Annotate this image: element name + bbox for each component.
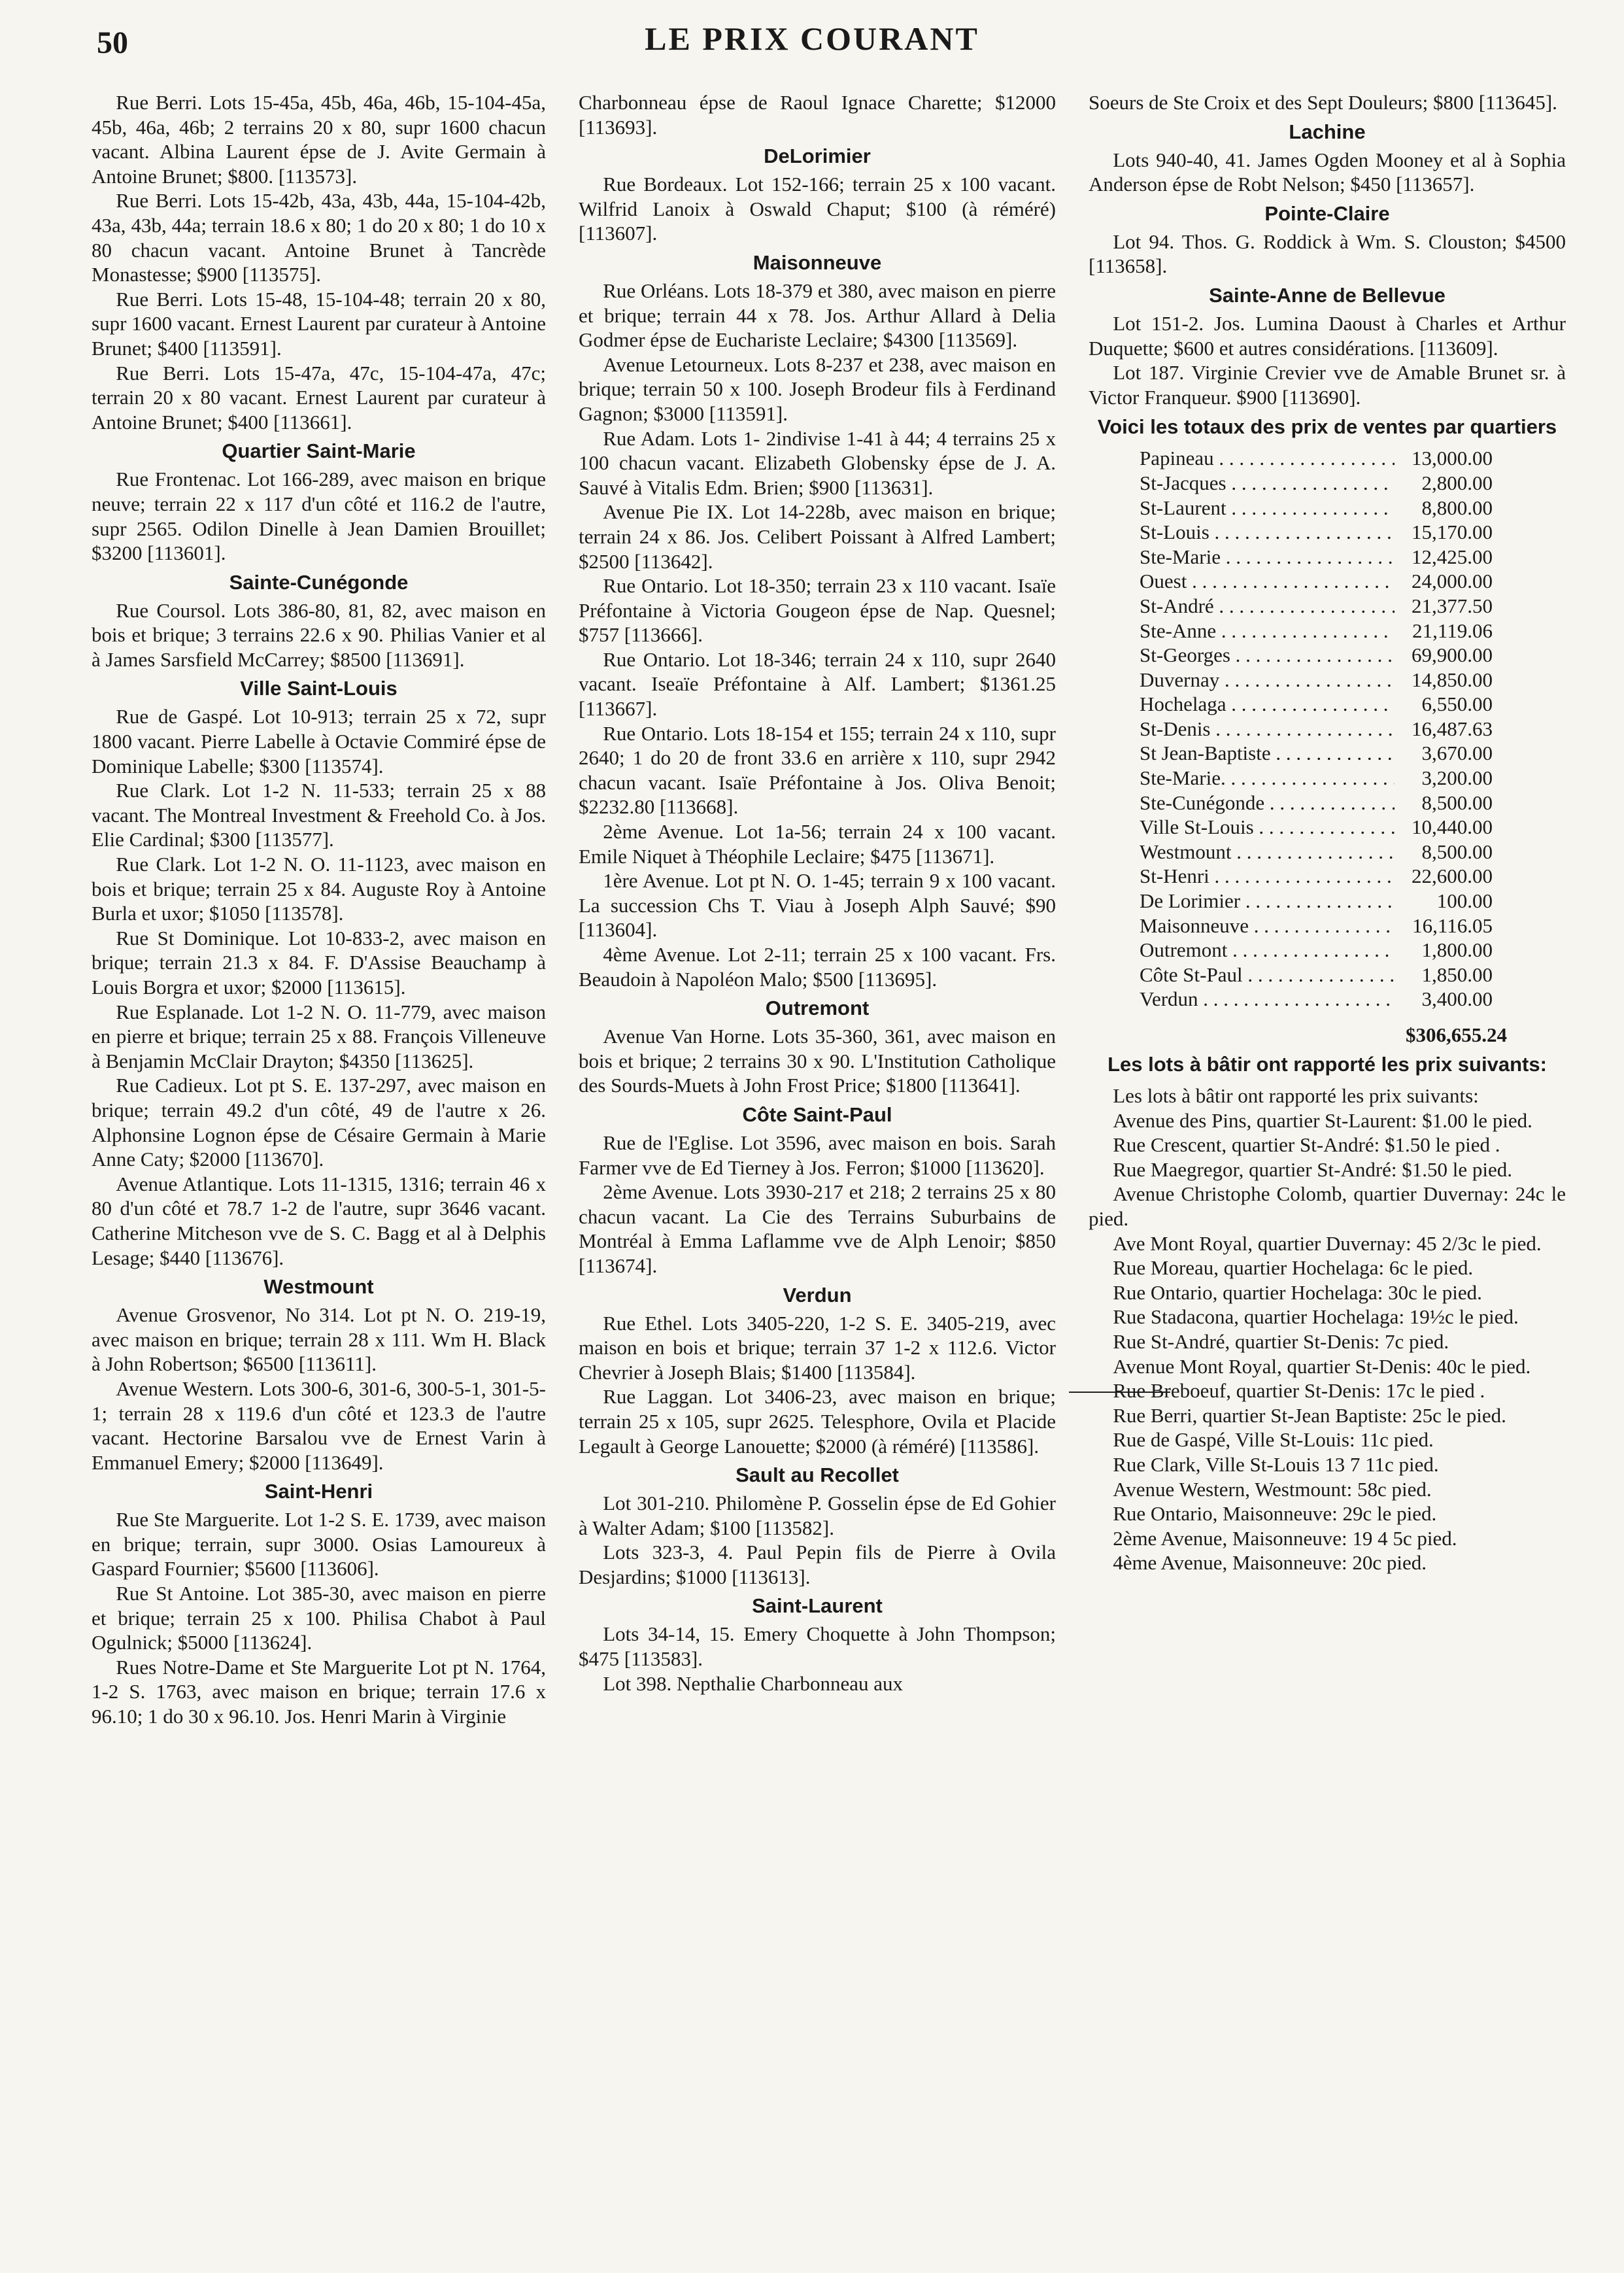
sale-entry: Rue Crescent, quartier St-André: $1.50 le pied . (1113, 1133, 1500, 1157)
sale-entry: Rue Orléans. Lots 18-379 et 380, avec maison en pierre et brique; terrain 44 x 78. Jos. Arthur Allard à Delia Godmer épse de Eucharistе Leclaire; $4300 [113569]. (579, 279, 1056, 352)
district-total: 69,900.00 (1412, 643, 1493, 667)
sale-entry: Lots 34-14, 15. Emery Choquette à John Thompson; $475 [113583]. (579, 1622, 1056, 1671)
sale-entry: Avenue Western, Westmount: 58c pied. (1113, 1477, 1432, 1501)
totals-row (1140, 692, 1493, 717)
totals-row (1140, 471, 1493, 496)
sale-entry: 4ème Avenue. Lot 2-11; terrain 25 x 100 vacant. Frs. Beaudoin à Napoléon Malo; $500 [113695]. (579, 943, 1056, 991)
section-heading: Voici les totaux des prix de ventes par quartiers (1097, 415, 1557, 439)
sale-entry: Les lots à bâtir ont rapporté les prix suivants: (1113, 1084, 1479, 1107)
sale-entry: Rue Ontario. Lot 18-346; terrain 24 x 110, supr 2640 vacant. Iseaïe Préfontaine à Alf. Lambert; $1361.25 [113667]. (579, 647, 1056, 721)
totals-row (1140, 987, 1493, 1012)
sale-entry: 1ère Avenue. Lot pt N. O. 1-45; terrain 9 x 100 vacant. La succession Chs T. Viau à Joseph Alph Sauvé; $90 [113604]. (579, 869, 1056, 942)
totals-row (1140, 619, 1493, 643)
totals-row (1140, 594, 1493, 619)
totals-row (1140, 914, 1493, 938)
sale-entry: Rue Ontario. Lots 18-154 et 155; terrain 24 x 110, supr 2640; 1 do 20 de front 33.6 en arrière x 110, supr 2942 chacun vacant. Isaïe Préfontaine à Jos. Oliva Benoit; $2232.80 [113668]. (579, 721, 1056, 819)
district-total: 22,600.00 (1412, 864, 1493, 888)
district-name: Papineau . . . (1140, 446, 1395, 471)
sale-entry: Avenue Grosvenor, No 314. Lot pt N. O. 219-19, avec maison en brique; terrain 28 x 111. Wm H. Black à John Robertson; $6500 [113611]. (92, 1303, 546, 1376)
section-heading: Sainte-Cunégonde (229, 570, 409, 594)
district-name: Côte St-Paul . . . (1140, 963, 1395, 987)
district-total: 16,116.05 (1412, 914, 1493, 937)
totals-row (1140, 569, 1493, 594)
district-total: 3,200.00 (1421, 766, 1493, 790)
district-name: Duvernay . . . (1140, 668, 1395, 692)
sale-entry: Rue Berri, quartier St-Jean Baptiste: 25c le pied. (1113, 1403, 1506, 1427)
section-heading: Saint-Laurent (752, 1594, 883, 1618)
district-total: 6,550.00 (1421, 692, 1493, 716)
sale-entry: Rue Laggan. Lot 3406-23, avec maison en brique; terrain 25 x 105, supr 2625. Telesphore, Ovila et Placide Legault à George Lanouette; $2000 (à réméré) [113586]. (579, 1385, 1056, 1458)
sale-entry: Rue Ethel. Lots 3405-220, 1-2 S. E. 3405-219, avec maison en bois et brique; terrain 37 1-2 x 112.6. Victor Chevrier à Joseph Blais; $1400 [113584]. (579, 1311, 1056, 1384)
district-name: Ville St-Louis . . . (1140, 815, 1395, 840)
sale-entry: Lot 301-210. Philomène P. Gosselin épse de Ed Gohier à Walter Adam; $100 [113582]. (579, 1492, 1056, 1539)
district-total: 21,377.50 (1412, 594, 1493, 617)
sale-entry: Rue Clark. Lot 1-2 N. 11-533; terrain 25 x 88 vacant. The Montreal Investment & Freehold Co. à Jos. Elie Cardinal; $300 [113577]. (92, 779, 546, 851)
totals-row (1140, 668, 1493, 692)
district-name: Hochelaga . . . (1140, 692, 1395, 717)
section-heading: Verdun (783, 1283, 852, 1307)
sale-entry: Rue Adam. Lots 1- 2indivise 1-41 à 44; 4 terrains 25 x 100 chacun vacant. Elizabeth Globensky épse de J. A. Sauvé à Vitalis Edm. Brien; $900 [113631]. (579, 426, 1056, 499)
district-name: Maisonneuve . . . (1140, 914, 1395, 938)
section-heading: Lachine (1289, 120, 1366, 143)
sale-entry: Rue Berri. Lots 15-48, 15-104-48; terrain 20 x 80, supr 1600 vacant. Ernest Laurent par curateur à Antoine Brunet; $400 [113591]. (92, 287, 546, 360)
section-heading: Sainte-Anne de Bellevue (1209, 283, 1446, 307)
totals-row (1140, 446, 1493, 471)
district-name: St-Jacques . . . (1140, 471, 1395, 496)
column-2 (579, 90, 1056, 1696)
district-total: 21,119.06 (1412, 619, 1493, 642)
district-name: Ste-Marie. . . . (1140, 766, 1395, 791)
totals-row (1140, 643, 1493, 668)
district-name: St-Louis . . . (1140, 520, 1395, 545)
sale-entry: Rue de Gaspé. Lot 10-913; terrain 25 x 72, supr 1800 vacant. Pierre Labelle à Octavie Commiré épse de Dominique Labelle; $300 [113574]. (92, 705, 546, 778)
sale-entry: Rue Clark. Lot 1-2 N. O. 11-1123, avec maison en bois et brique; terrain 25 x 84. Auguste Roy à Antoine Burla et uxor; $1050 [113578]. (92, 853, 546, 925)
totals-row (1140, 938, 1493, 963)
section-heading: Quartier Saint-Marie (222, 439, 416, 463)
district-total: 1,800.00 (1421, 938, 1493, 962)
district-total: 3,670.00 (1421, 742, 1493, 765)
district-name: St-Laurent . . . (1140, 496, 1395, 521)
sale-entry: Rue St Antoine. Lot 385-30, avec maison en pierre et brique; terrain 25 x 100. Philisa Chabot à Paul Ogulnick; $5000 [113624]. (92, 1582, 546, 1654)
column-3 (1089, 90, 1566, 1575)
district-name: St-Henri . . . (1140, 864, 1395, 889)
sale-entry: Rue Berri. Lots 15-47a, 47c, 15-104-47a, 47c; terrain 20 x 80 vacant. Ernest Laurent par curateur à Antoine Brunet; $400 [113661]. (92, 361, 546, 434)
sale-entry: Rue Stadacona, quartier Hochelaga: 19½c le pied. (1113, 1305, 1519, 1329)
district-name: Ste-Anne . . . (1140, 619, 1395, 643)
sale-entry: Rue Bordeaux. Lot 152-166; terrain 25 x 100 vacant. Wilfrid Lanoix à Oswald Chaput; $100 (à réméré) [113607]. (579, 173, 1056, 245)
section-heading: DeLorimier (764, 145, 871, 168)
section-heading: Côte Saint-Paul (742, 1102, 892, 1126)
sale-entry: Lot 151-2. Jos. Lumina Daoust à Charles et Arthur Duquette; $600 et autres considérations. [113609]. (1089, 311, 1566, 360)
sale-entry: Rue Berri. Lots 15-45a, 45b, 46a, 46b, 15-104-45a, 45b, 46a, 46b; 2 terrains 20 x 80, supr 1600 chacun vacant. Albina Laurent épse de J. Avite Germain à Antoine Brunet; $800. [113573]. (92, 91, 546, 188)
sale-entry: Avenue Letourneux. Lots 8-237 et 238, avec maison en brique; terrain 50 x 100. Joseph Brodeur fils à Ferdinand Gagnon; $3000 [113591]. (579, 352, 1056, 425)
section-heading: Les lots à bâtir ont rapporté les prix suivants: (1108, 1053, 1547, 1076)
sale-entry: Avenue Atlantique. Lots 11-1315, 1316; terrain 46 x 80 d'un côté et 78.7 1-2 de l'autre, supr 3646 vacant. Catherine Mitcheson vve de S. C. Bagg et al à Delphis Lesage; $440 [113676]. (92, 1172, 546, 1269)
sale-entry: Rue Ontario, Maisonneuve: 29c le pied. (1113, 1502, 1437, 1526)
totals-table (1140, 446, 1493, 1012)
section-heading: Maisonneuve (753, 250, 882, 274)
district-name: St-André . . . (1140, 594, 1395, 619)
sale-entry: Avenue Mont Royal, quartier St-Denis: 40c le pied. (1113, 1354, 1531, 1378)
district-total: 10,440.00 (1412, 815, 1493, 839)
district-total: 8,500.00 (1421, 840, 1493, 863)
district-total: 8,800.00 (1421, 496, 1493, 519)
totals-row (1140, 496, 1493, 521)
sale-entry: 2ème Avenue. Lot 1a-56; terrain 24 x 100 vacant. Emile Niquet à Théophile Leclaire; $475 [113671]. (579, 820, 1056, 868)
sale-entry: Avenue Van Horne. Lots 35-360, 361, avec maison en bois et brique; 2 terrains 30 x 90. L'Institution Catholique des Sourds-Muets à John Frost Price; $1800 [113641]. (579, 1025, 1056, 1097)
sale-entry: Rue Ste Marguerite. Lot 1-2 S. E. 1739, avec maison en brique; terrain, supr 3000. Osias Lamoureux à Gaspard Fournier; $5600 [113606]. (92, 1508, 546, 1581)
section-heading: Saint-Henri (264, 1480, 373, 1503)
district-total: 1,850.00 (1421, 963, 1493, 986)
district-name: St-Georges . . . (1140, 643, 1395, 668)
sale-entry: Rue Berri. Lots 15-42b, 43a, 43b, 44a, 15-104-42b, 43a, 43b, 44a; terrain 18.6 x 80; 1 do 20 x 80; 1 do 10 x 80 chacun vacant. Antoine Brunet à Tancrède Monastesse; $900 [113575]. (92, 189, 546, 286)
sale-entry: Rue Cadieux. Lot pt S. E. 137-297, avec maison en brique; terrain 49.2 d'un côté, 49 de l'autre x 26. Alphonsine Lognon épse de Césaire Germain à Marie Anne Caty; $2000 [113670]. (92, 1074, 546, 1171)
district-total: 24,000.00 (1412, 570, 1493, 593)
sale-entry: Soeurs de Ste Croix et des Sept Douleurs; $800 [113645]. (1089, 91, 1557, 114)
sale-entry: Rue de Gaspé, Ville St-Louis: 11c pied. (1113, 1428, 1434, 1452)
section-heading: Ville Saint-Louis (240, 677, 398, 700)
sale-entry: Avenue des Pins, quartier St-Laurent: $1.00 le pied. (1113, 1108, 1532, 1132)
sale-entry: Rue Ontario, quartier Hochelaga: 30c le pied. (1113, 1280, 1482, 1304)
district-name: Outremont . . . (1140, 938, 1395, 963)
totals-row (1140, 864, 1493, 889)
totals-row (1140, 520, 1493, 545)
totals-row (1140, 766, 1493, 791)
district-total: 3,400.00 (1421, 987, 1493, 1011)
district-total: 8,500.00 (1421, 791, 1493, 814)
sale-entry: Rue Moreau, quartier Hochelaga: 6c le pied. (1113, 1256, 1474, 1280)
section-heading: Sault au Recollet (736, 1463, 899, 1487)
sale-entry: 2ème Avenue. Lots 3930-217 et 218; 2 terrains 25 x 80 chacun vacant. La Cie des Terrains Suburbains de Montréal à Emma Laflamme vve de Alph Lenoir; $850 [113674]. (579, 1180, 1056, 1277)
totals-row (1140, 717, 1493, 742)
district-name: St-Denis . . . (1140, 717, 1395, 742)
sale-entry: Rue Coursol. Lots 386-80, 81, 82, avec maison en bois et brique; 3 terrains 22.6 x 90. Philias Vanier et al à James Sarsfield McCarrey; $8500 [113691]. (92, 598, 546, 671)
totals-row (1140, 791, 1493, 815)
sale-entry: Lot 187. Virginie Crevier vve de Amable Brunet sr. à Victor Franqueur. $900 [113690]. (1089, 361, 1566, 409)
sale-entry: Lots 323-3, 4. Paul Pepin fils de Pierre à Ovila Desjardins; $1000 [113613]. (579, 1541, 1056, 1588)
sale-entry: 2ème Avenue, Maisonneuve: 19 4 5c pied. (1113, 1526, 1457, 1550)
district-name: De Lorimier . . . (1140, 889, 1395, 914)
sale-entry: Rue de l'Eglise. Lot 3596, avec maison en bois. Sarah Farmer vve de Ed Tierney à Jos. Ferron; $1000 [113620]. (579, 1131, 1056, 1179)
sale-entry: Avenue Western. Lots 300-6, 301-6, 300-5-1, 301-5-1; terrain 28 x 119.6 d'un côté et 123.3 de l'autre vacant. Hectorine Barsalou vve de Ernest Varin à Emmanuel Emery; $2000 [113649]. (92, 1376, 546, 1474)
district-total: 15,170.00 (1412, 521, 1493, 544)
totals-row (1140, 741, 1493, 766)
totals-row (1140, 840, 1493, 864)
district-name: Ste-Marie . . . (1140, 545, 1395, 570)
sale-entry: Rue Maegregor, quartier St-André: $1.50 le pied. (1113, 1157, 1513, 1181)
district-total: 16,487.63 (1412, 717, 1493, 740)
sale-entry: Rues Notre-Dame et Ste Marguerite Lot pt N. 1764, 1-2 S. 1763, avec maison en brique; terrain 17.6 x 96.10; 1 do 30 x 96.10. Jos. Henri Marin à Virginie (92, 1655, 546, 1728)
sale-entry: Rue Esplanade. Lot 1-2 N. O. 11-779, avec maison en pierre et brique; terrain 25 x 88. François Villeneuve à Benjamin McClair Drayton; $4350 [113625]. (92, 1000, 546, 1072)
sale-entry: Lot 94. Thos. G. Roddick à Wm. S. Clouston; $4500 [113658]. (1089, 230, 1566, 278)
district-name: Westmount . . . (1140, 840, 1395, 864)
sale-entry: Rue Ontario. Lot 18-350; terrain 23 x 110 vacant. Isaïe Préfontaine à Victoria Gougeon épse de Nap. Quesnel; $757 [113666]. (579, 574, 1056, 647)
sale-entry: Lot 398. Nepthalie Charbonneau aux (603, 1671, 904, 1695)
sale-entry: Charbonneau épse de Raoul Ignace Charette; $12000 [113693]. (579, 91, 1056, 139)
totals-row (1140, 815, 1493, 840)
running-title: LE PRIX COURANT (645, 20, 979, 57)
district-name: Ouest . . . (1140, 569, 1395, 594)
district-total: 13,000.00 (1412, 447, 1493, 470)
district-name: Ste-Cunégonde . . . (1140, 791, 1395, 815)
grand-total: $306,655.24 (1406, 1023, 1507, 1046)
district-total: 100.00 (1436, 889, 1493, 913)
sale-entry: Avenue Pie IX. Lot 14-228b, avec maison en brique; terrain 24 x 86. Jos. Celibert Poissant à Alfred Lambert; $2500 [113642]. (579, 500, 1056, 573)
totals-row (1140, 963, 1493, 987)
sale-entry: Rue Breboeuf, quartier St-Denis: 17c le pied . (1113, 1379, 1485, 1403)
section-heading: Outremont (765, 997, 870, 1020)
totals-row (1140, 889, 1493, 914)
sale-entry: Rue Frontenac. Lot 166-289, avec maison en brique neuve; terrain 22 x 117 d'un côté et 116.2 de l'autre, supr 2565. Odilon Dinelle à Jean Damien Brouillet; $3200 [113601]. (92, 468, 546, 565)
sale-entry: Ave Mont Royal, quartier Duvernay: 45 2/3c le pied. (1113, 1231, 1542, 1255)
sale-entry: Avenue Christophe Colomb, quartier Duvernay: 24c le pied. (1089, 1182, 1566, 1230)
sale-entry: Lots 940-40, 41. James Ogden Mooney et al à Sophia Anderson épse de Robt Nelson; $450 [113657]. (1089, 148, 1566, 196)
page-number: 50 (97, 26, 128, 60)
district-total: 12,425.00 (1412, 545, 1493, 568)
column-1 (92, 90, 546, 1729)
sale-entry: Rue Clark, Ville St-Louis 13 7 11c pied. (1113, 1452, 1439, 1476)
district-name: St Jean-Baptiste . . . (1140, 741, 1395, 766)
sale-entry: Rue St-André, quartier St-Denis: 7c pied. (1113, 1329, 1449, 1353)
district-name: Verdun . . . (1140, 987, 1395, 1012)
district-total: 2,800.00 (1421, 471, 1493, 494)
totals-row (1140, 545, 1493, 570)
sale-entry: 4ème Avenue, Maisonneuve: 20c pied. (1113, 1551, 1427, 1575)
section-heading: Pointe-Claire (1264, 201, 1390, 225)
section-heading: Westmount (263, 1275, 374, 1299)
district-total: 14,850.00 (1412, 668, 1493, 691)
sale-entry: Rue St Dominique. Lot 10-833-2, avec maison en brique; terrain 21.3 x 84. F. D'Assise Beauchamp à Louis Borgra et uxor; $2000 [113615]. (92, 926, 546, 999)
